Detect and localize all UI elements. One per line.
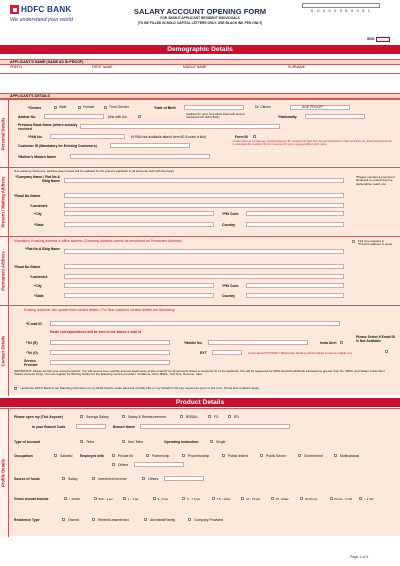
proprietorship-checkbox[interactable]: [182, 454, 185, 457]
branch-name-label: Branch Name: [113, 425, 135, 429]
others-occupation-label: Others: [118, 463, 129, 467]
same-address-label: Tick if permanent & *Present address is same: [358, 239, 393, 247]
email-not-available-label: Please Select If Email ID is Not Available: [356, 335, 396, 343]
multinational-checkbox[interactable]: [334, 454, 337, 457]
salary-source-label: Salary: [68, 477, 78, 481]
customer-id-note: I confirm that I do not have any existing Customer ID / customer ID apart from the one mentioned. In case more than one, these accounts can be / I understand the customer ID can / Customer ID may be merged without prior notice.: [232, 140, 392, 146]
customer-id-label: Customer ID (Mandatory for Existing Customers): [18, 144, 97, 148]
rented-checkbox[interactable]: [92, 518, 95, 521]
others-source-checkbox[interactable]: [142, 477, 145, 480]
non-tellor-checkbox[interactable]: [122, 440, 125, 443]
permanent-address-label: Permanent Address: [0, 251, 6, 291]
income-range-checkbox[interactable]: [123, 497, 126, 500]
savings-salary-label: Savings Salary: [86, 415, 109, 419]
contact-details-label: Contact Details: [0, 335, 6, 367]
company-provided-label: Company Provided: [194, 518, 223, 522]
government-checkbox[interactable]: [298, 454, 301, 457]
income-range-label: > 1 CR: [364, 497, 374, 501]
important-note: IMPORTANT: Please furnish your correct email ID. You will receive free monthly account statements at this email ID for all accounts linked to customer ID of 1st applicant. You will be registered for SMS Alerts/Credit/Debit transactions greater than Rs. 5000/- and Salary Credit Alert (Salary Account Only). You can register for Bill Pay facility for the following service providers: Vodafone, Airtel, BSNL, Cell One, Docomo, Idea.: [14, 369, 385, 377]
perm-country-field[interactable]: [246, 293, 344, 298]
income-range-checkbox[interactable]: [182, 497, 185, 500]
bsbda-label: BSBDA: [186, 415, 198, 419]
perm-flat-field[interactable]: [64, 249, 344, 254]
contact-note: Existing customer can update their contact details / For New customer contact details are Mandatory: [24, 308, 175, 312]
gender-third-checkbox[interactable]: [104, 106, 107, 109]
pan-note: (If PAN not available attach form 60 & mark a tick): [131, 135, 206, 139]
proprietorship-label: Proprietorship: [188, 454, 210, 458]
link-aadhar-checkbox[interactable]: [138, 115, 141, 118]
bsbda-checkbox[interactable]: [180, 415, 183, 418]
gender-label: *Gender: [28, 106, 42, 110]
income-range-label: 10 - 15 lac: [246, 497, 261, 501]
source-of-funds-label: Source of funds: [14, 477, 40, 481]
ancestral-checkbox[interactable]: [144, 518, 147, 521]
open-my-label: Please open my (Tick Anyone): [14, 415, 63, 419]
non-tellor-label: Non Tellor: [128, 440, 144, 444]
others-source-label: Others: [148, 477, 159, 481]
sno-label: SNO: [367, 37, 375, 41]
pin-label: *PIN Code: [222, 212, 239, 216]
rented-label: Rented/Leasedened: [98, 518, 129, 522]
email-field[interactable]: [50, 321, 340, 326]
nationality-label: *Nationality: [278, 115, 297, 119]
rd-label: RD: [234, 415, 239, 419]
bank-logo: [10, 5, 80, 27]
income-range-label: 50 lac - 1 CR: [334, 497, 353, 501]
private-ltd-checkbox[interactable]: [112, 454, 115, 457]
aadhar-label: Aadhar No.: [18, 115, 37, 119]
insta-alert-label: Insta Alert: [320, 341, 337, 345]
income-range-label: 1 - 3 lac: [128, 497, 139, 501]
personal-details-label: Personal Details: [0, 117, 6, 150]
tel-o-field[interactable]: [50, 350, 170, 355]
perm-city-field[interactable]: [64, 283, 214, 288]
applicant-name-header: APPLICANT'S NAME (SAME AS ID PROOF): [0, 59, 400, 65]
perm-city-label: *City: [34, 284, 42, 288]
salary-reimb-label: Salary & Reimbursement: [128, 415, 166, 419]
government-label: Government: [304, 454, 323, 458]
permanent-address-panel: [0, 236, 400, 304]
aadhar-field[interactable]: [44, 114, 104, 119]
pan-label: *PAN No.: [28, 135, 43, 139]
fd-label: FD: [214, 415, 219, 419]
product-details-panel: [0, 408, 400, 536]
savings-salary-checkbox[interactable]: [80, 415, 83, 418]
residence-type-label: Residence Type: [14, 518, 40, 522]
permanent-address-note: Mandatory if mailing address is office address (Company Address cannot be mentioned as Permanent Address): [14, 239, 182, 243]
gender-third-label: Third Gender: [109, 105, 129, 109]
income-range-checkbox[interactable]: [212, 497, 215, 500]
form60-checkbox[interactable]: [253, 135, 256, 138]
email-not-available-checkbox[interactable]: [385, 350, 388, 353]
others-occupation-checkbox[interactable]: [112, 463, 115, 466]
salary-source-checkbox[interactable]: [62, 477, 65, 480]
income-range-label: 15 - 20lac: [275, 497, 289, 501]
gender-male-label: Male: [59, 105, 67, 109]
country-field[interactable]: [246, 222, 344, 227]
perm-state-field[interactable]: [64, 293, 214, 298]
fd-checkbox[interactable]: [208, 415, 211, 418]
perm-road-field[interactable]: [64, 264, 344, 269]
perm-flat-label: *Flat No.& Bldg Name: [25, 247, 60, 251]
occupation-label: Occupation: [14, 454, 33, 458]
link-aadhar-label: (link with A/c.: [108, 115, 128, 119]
employed-with-label: Employed with: [80, 454, 104, 458]
country-label: Country: [222, 223, 235, 227]
state-label: *State: [34, 223, 44, 227]
income-range-checkbox[interactable]: [64, 497, 67, 500]
dob-field[interactable]: [184, 105, 244, 110]
income-range-label: 20-50 lac: [305, 497, 318, 501]
name-row: [0, 65, 400, 73]
previous-bank-field[interactable]: [80, 124, 280, 129]
sno-field[interactable]: [376, 37, 390, 42]
owned-label: Owned: [68, 518, 79, 522]
others-source-field[interactable]: [164, 476, 204, 481]
public-ltd-label: Public limited: [228, 454, 248, 458]
income-range-label: 3 - 5 lac: [157, 497, 169, 501]
income-range-checkbox[interactable]: [271, 497, 274, 500]
contact-details-panel: [0, 305, 400, 395]
mother-maiden-field[interactable]: [70, 154, 210, 159]
mobile-label: *Mobile No.: [184, 341, 203, 345]
applicant-details-header: APPLICANT'S DETAILS: [0, 93, 400, 99]
nationality-field[interactable]: [305, 114, 365, 119]
tel-r-field[interactable]: [50, 340, 170, 345]
insta-alert-checkbox[interactable]: [340, 341, 343, 344]
landmark-side-note: *Please mention a prominent landmark to ensure that the deliverables reach you: [356, 175, 395, 186]
demographic-band: Demographic Details: [0, 45, 400, 54]
age-proof-label: AGE PROOF*: [302, 105, 324, 109]
form60-label: Form 60: [235, 135, 249, 139]
income-range-checkbox[interactable]: [241, 497, 244, 500]
single-checkbox[interactable]: [210, 440, 213, 443]
public-ltd-checkbox[interactable]: [222, 454, 225, 457]
perm-pin-label: *PIN Code: [222, 284, 239, 288]
name-col-surname: SURNAME: [288, 65, 305, 69]
perm-country-label: Country: [222, 294, 235, 298]
income-range-checkbox[interactable]: [94, 497, 97, 500]
company-provided-checkbox[interactable]: [188, 518, 191, 521]
name-col-middle: MIDDLE NAME: [183, 65, 207, 69]
email-note: Email correspondence will be sent to the above e-mail id: [50, 330, 142, 334]
company-label: *Company Name / Flat No.& Bldg Name: [15, 175, 60, 183]
perm-landmark-label: *Landmark: [30, 275, 48, 279]
road-field[interactable]: [64, 193, 344, 198]
authorise-checkbox[interactable]: [14, 387, 17, 390]
pan-field[interactable]: [50, 134, 125, 139]
investment-label: Investment income: [98, 477, 127, 481]
tellor-label: Tellor: [86, 440, 95, 444]
perm-landmark-field[interactable]: [64, 274, 344, 279]
tel-r-label: *Tel (R): [26, 341, 38, 345]
dob-label: *Date of Birth: [154, 106, 176, 110]
ext-field[interactable]: [212, 350, 242, 355]
account-type-label: Type of Account: [14, 440, 41, 444]
salaried-checkbox[interactable]: [54, 454, 57, 457]
previous-bank-label: Previous Bank Name (where subsidy received: [18, 123, 78, 131]
landmark-field[interactable]: [64, 203, 344, 208]
service-provider-field[interactable]: [50, 360, 170, 365]
income-range-checkbox[interactable]: [359, 497, 362, 500]
branch-code-label: In your Branch Code: [32, 425, 66, 429]
gender-female-checkbox[interactable]: [78, 106, 81, 109]
others-occupation-field[interactable]: [134, 462, 184, 467]
serial-number: S U 0 0 0 0 8 0 0 5 1: [310, 9, 372, 13]
sr-citizen-label: Dr. Citizen: [255, 105, 271, 109]
city-field[interactable]: [64, 211, 214, 216]
form-subtitle-2: (TO BE FILLED IN BOLD CAPITAL LETTERS ONLY. USE BLACK INK PEN ONLY): [137, 20, 263, 25]
partnership-checkbox[interactable]: [146, 454, 149, 457]
insta-note: (Insta alerts/OTP/SMS / Whats App banking will be linked to above mobile no.): [248, 351, 353, 355]
perm-state-label: *State: [34, 294, 44, 298]
single-label: Single: [216, 440, 226, 444]
mobile-field[interactable]: [208, 340, 308, 345]
customer-id-field[interactable]: [110, 143, 190, 148]
gender-male-checkbox[interactable]: [54, 106, 57, 109]
mailing-address-panel: [0, 167, 400, 235]
aadhar-note: (Aadhaar No. given here will be linked with account maintained with HDFC Bank): [186, 113, 245, 119]
perm-pin-field[interactable]: [246, 283, 344, 288]
income-range-label: 5 - 7.5 lac: [187, 497, 201, 501]
income-range-label: 7.5 - 10lac: [216, 497, 231, 501]
service-provider-label: Service Provider: [24, 359, 38, 367]
form-subtitle-1: FOR SINGLE APPLICANT RESIDENT INDIVIDUALS: [160, 16, 240, 20]
public-sector-label: Public Sector: [266, 454, 286, 458]
partnership-label: Partnership: [152, 454, 170, 458]
gross-income-label: Gross annual income: [14, 497, 49, 501]
ancestral-label: Ancestral/Family: [150, 518, 176, 522]
salary-reimb-checkbox[interactable]: [122, 415, 125, 418]
income-range-checkbox[interactable]: [300, 497, 303, 500]
mailing-address-label: Present / Mailing Address: [0, 176, 6, 228]
bank-name: HDFC BANK: [21, 5, 72, 14]
product-band: Product Details: [0, 398, 400, 407]
multinational-label: Multinational: [340, 454, 360, 458]
branch-code-field[interactable]: [76, 424, 106, 429]
income-range-label: < 50000: [69, 497, 80, 501]
op-instruction-label: Operating Instruction: [164, 440, 199, 444]
owned-checkbox[interactable]: [62, 518, 65, 521]
state-field[interactable]: [64, 222, 214, 227]
gender-female-label: Female: [83, 105, 95, 109]
private-ltd-label: Private ltd: [118, 454, 134, 458]
company-field[interactable]: [64, 178, 344, 183]
authorise-text: I authorise HDFC Bank to set Standing Instruction on my Debit Card to make payment of utility bills on my behalf for bill pay request as given in this form. Terms and condition apply.: [20, 386, 260, 390]
rd-checkbox[interactable]: [228, 415, 231, 418]
tel-o-label: *Tel (O): [26, 351, 38, 355]
same-address-checkbox[interactable]: [352, 240, 355, 243]
barcode: [302, 3, 380, 8]
income-range-checkbox[interactable]: [153, 497, 156, 500]
name-col-prefix: PREFIX: [10, 65, 23, 69]
form-title: SALARY ACCOUNT OPENING FORM: [133, 7, 267, 16]
perm-road-label: *Road No./Name: [14, 265, 41, 269]
public-sector-checkbox[interactable]: [260, 454, 263, 457]
name-col-first: FIRST NAME: [92, 65, 113, 69]
income-range-label: 50K - 1 lac: [98, 497, 113, 501]
income-range-checkbox[interactable]: [330, 497, 333, 500]
ext-label: EXT: [200, 351, 207, 355]
road-label: *Road No./Name: [14, 194, 41, 198]
personal-details-panel: [0, 99, 400, 166]
mother-maiden-label: *Mother's Maiden Name: [18, 155, 57, 159]
name-input-area[interactable]: [0, 73, 400, 92]
investment-checkbox[interactable]: [92, 477, 95, 480]
salaried-label: Salaried: [60, 454, 73, 458]
branch-name-field[interactable]: [140, 424, 290, 429]
city-label: *City: [34, 212, 42, 216]
bank-tagline: We understand your world: [10, 17, 73, 23]
email-label: *E-mail ID: [26, 322, 42, 326]
tellor-checkbox[interactable]: [80, 440, 83, 443]
form-header: [0, 0, 400, 33]
profile-details-label: Profile Details: [0, 459, 6, 487]
mailing-address-note: (For existing customers, address given below will be updated for the primary applicant in all accounts held with the bank): [14, 169, 174, 173]
page-number: Page 1 of 4: [350, 555, 369, 559]
pin-field[interactable]: [246, 211, 344, 216]
bank-logo-icon: [10, 5, 19, 14]
landmark-label: *Landmark: [30, 204, 48, 208]
